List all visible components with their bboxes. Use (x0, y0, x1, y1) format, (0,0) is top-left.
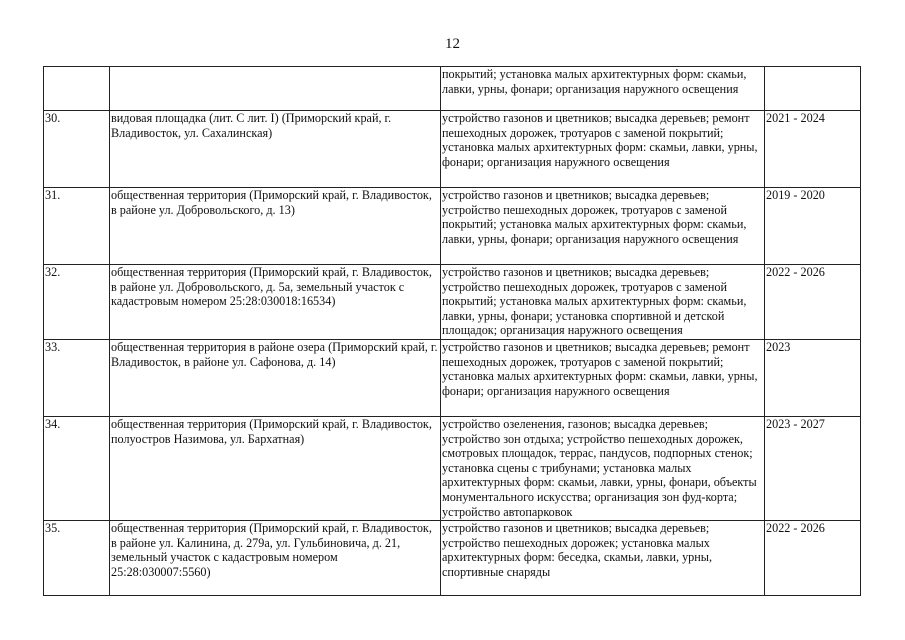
works-description: устройство газонов и цветников; высадка деревьев; ремонт пешеходных дорожек, тротуаров с заменой покрытий; установка малых архитектурных форм: скамьи, лавки, урны, фонари; организация наружного освещения (441, 111, 765, 188)
territory-name: общественная территория (Приморский край, г. Владивосток, в районе ул. Добровольского, д. 13) (110, 188, 441, 265)
territory-name (110, 67, 441, 111)
territory-name: видовая площадка (лит. С лит. I) (Приморский край, г. Владивосток, ул. Сахалинская) (110, 111, 441, 188)
table-row (44, 265, 861, 340)
years-period: 2023 - 2027 (765, 417, 861, 521)
works-description: устройство газонов и цветников; высадка деревьев; устройство пешеходных дорожек; установка малых архитектурных форм: беседка, скамьи, лавки, урны, спортивные снаряды (441, 521, 765, 596)
works-description: покрытий; установка малых архитектурных форм: скамьи, лавки, урны, фонари; организация наружного освещения (441, 67, 765, 111)
works-description: устройство газонов и цветников; высадка деревьев; ремонт пешеходных дорожек, тротуаров с заменой покрытий; установка малых архитектурных форм: скамьи, лавки, урны, фонари; организация наружного освещения (441, 340, 765, 417)
works-description: устройство газонов и цветников; высадка деревьев; устройство пешеходных дорожек, тротуаров с заменой покрытий; установка малых архитектурных форм: скамьи, лавки, урны, фонари; организация наружного освещения (441, 188, 765, 265)
table-row (44, 417, 861, 521)
row-number: 32. (44, 265, 110, 340)
years-period: 2022 - 2026 (765, 265, 861, 340)
territory-name: общественная территория (Приморский край, г. Владивосток, в районе ул. Добровольского, д. 5а, земельный участок с кадастровым номером 25:28:030018:16534) (110, 265, 441, 340)
territory-name: общественная территория (Приморский край, г. Владивосток, полуостров Назимова, ул. Бархатная) (110, 417, 441, 521)
years-period: 2022 - 2026 (765, 521, 861, 596)
table-row (44, 521, 861, 596)
table-row (44, 67, 861, 111)
years-period: 2023 (765, 340, 861, 417)
table-row (44, 111, 861, 188)
row-number (44, 67, 110, 111)
works-description: устройство озеленения, газонов; высадка деревьев; устройство зон отдыха; устройство пешеходных дорожек, смотровых площадок, террас, пандусов, подпорных стенок; установка сцены с трибунами; установка малых архитектурных форм: скамьи, лавки, урны, фонари, объекты монументального искусства; организация зон фуд-корта; устройство автопарковок (441, 417, 765, 521)
row-number: 31. (44, 188, 110, 265)
table-row (44, 188, 861, 265)
works-description: устройство газонов и цветников; высадка деревьев; устройство пешеходных дорожек, тротуаров с заменой покрытий; установка малых архитектурных форм: скамьи, лавки, урны, фонари; установка спортивной и детской площадок; организация наружного освещения (441, 265, 765, 340)
years-period: 2021 - 2024 (765, 111, 861, 188)
table-row (44, 340, 861, 417)
years-period: 2019 - 2020 (765, 188, 861, 265)
years-period (765, 67, 861, 111)
row-number: 30. (44, 111, 110, 188)
row-number: 35. (44, 521, 110, 596)
territory-name: общественная территория в районе озера (Приморский край, г. Владивосток, в районе ул. Сафонова, д. 14) (110, 340, 441, 417)
row-number: 33. (44, 340, 110, 417)
row-number: 34. (44, 417, 110, 521)
territory-name: общественная территория (Приморский край, г. Владивосток, в районе ул. Калинина, д. 279а, ул. Гульбиновича, д. 21, земельный участок с кадастровым номером 25:28:030007:5560) (110, 521, 441, 596)
territories-table (43, 66, 861, 596)
page-number: 12 (445, 36, 460, 52)
